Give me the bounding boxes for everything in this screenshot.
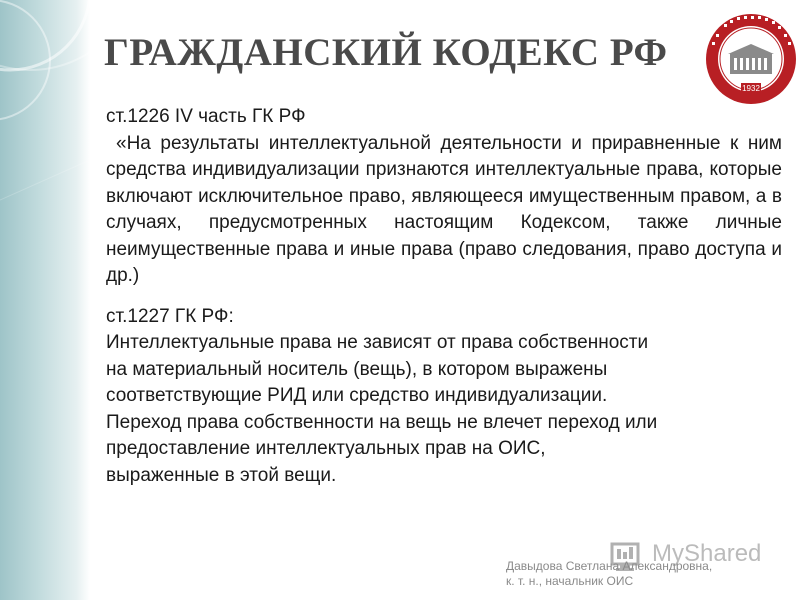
article-1227-line: соответствующие РИД или средство индивидуализации.	[106, 385, 608, 406]
article-1226-heading: ст.1226 IV часть ГК РФ	[106, 106, 306, 127]
slide-title: ГРАЖДАНСКИЙ КОДЕКС РФ	[104, 31, 668, 74]
article-1227-line: на материальный носитель (вещь), в котором выражены	[106, 358, 608, 380]
decorative-side-band	[0, 0, 90, 600]
article-1227-line: предоставление интеллектуальных прав на ОИС,	[106, 438, 546, 459]
slide-content	[106, 104, 782, 489]
article-1227-block	[106, 304, 782, 490]
article-1227-line: Переход права собственности на вещь не влечет переход или	[106, 411, 658, 433]
author-position: к. т. н., начальник ОИС	[506, 574, 634, 588]
article-1226-body: «На результаты интеллектуальной деятельности и приравненные к ним средства индивидуализации признаются интеллектуальные права, которые включают исключительное право, являющееся имущественным правом, а в случаях, предусмотренных настоящим Кодексом, также личные неимущественные права и иные права (право следования, право доступа и др.)	[106, 132, 782, 286]
article-1227-line: Интеллектуальные права не зависят от права собственности	[106, 332, 649, 353]
decorative-circles-icon	[0, 0, 90, 600]
author-caption	[506, 559, 746, 589]
article-1227-line: выраженные в этой вещи.	[106, 464, 337, 486]
watermark-text: MyShared	[652, 540, 762, 567]
svg-text:1932: 1932	[742, 84, 760, 93]
author-name: Давыдова Светлана Александровна,	[506, 559, 713, 573]
article-1227-heading: ст.1227 ГК РФ:	[106, 305, 234, 327]
university-seal-icon	[704, 12, 798, 106]
